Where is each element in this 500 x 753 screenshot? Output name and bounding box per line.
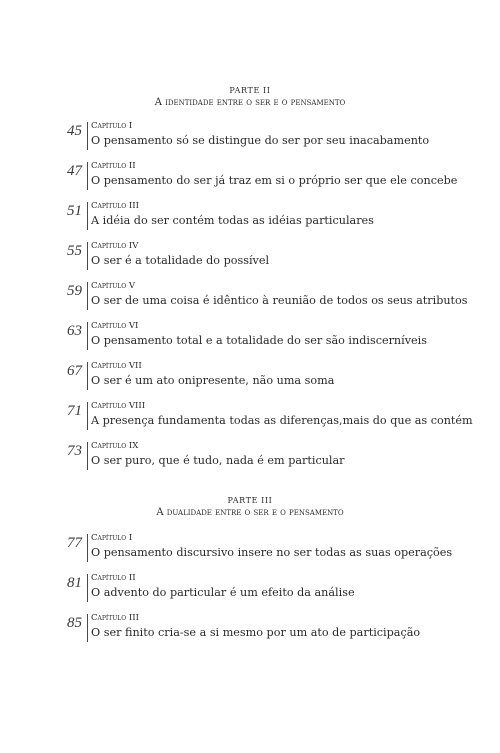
page-number: 77: [67, 535, 82, 551]
toc-entry: [56, 241, 456, 273]
toc-entry: [56, 533, 456, 565]
toc-entry: [56, 361, 456, 393]
divider-rule: [87, 322, 88, 350]
chapter-title: O ser é a totalidade do possível: [91, 254, 270, 267]
page-number: 73: [67, 443, 82, 459]
chapter-title: O ser puro, que é tudo, nada é em particular: [91, 454, 345, 467]
divider-rule: [87, 242, 88, 270]
chapter-title: O pensamento só se distingue do ser por seu inacabamento: [91, 134, 430, 147]
divider-rule: [87, 534, 88, 562]
part-title: A dualidade entre o ser e o pensamento: [156, 507, 344, 518]
divider-rule: [87, 282, 88, 310]
page-number: 45: [67, 123, 82, 139]
toc-entry: [56, 613, 456, 645]
chapter-title: O pensamento discursivo insere no ser todas as suas operações: [91, 546, 453, 559]
chapter-label: Capítulo VI: [91, 321, 139, 331]
part-3-heading: [0, 496, 500, 518]
chapter-title: A idéia do ser contém todas as idéias particulares: [91, 214, 374, 227]
chapter-title: O advento do particular é um efeito da análise: [91, 586, 355, 599]
chapter-title: O ser de uma coisa é idêntico à reunião de todos os seus atributos: [91, 294, 468, 307]
toc-entry: [56, 281, 468, 313]
page-number: 85: [67, 615, 82, 631]
toc-entry: [56, 573, 456, 605]
part-label: PARTE II: [229, 86, 271, 95]
chapter-label: Capítulo III: [91, 201, 139, 211]
chapter-label: Capítulo I: [91, 533, 133, 543]
chapter-title: O ser finito cria-se a si mesmo por um ato de participação: [91, 626, 421, 639]
chapter-label: Capítulo IV: [91, 241, 139, 251]
toc-entry: [56, 161, 456, 193]
divider-rule: [87, 162, 88, 190]
part-2-heading: [0, 86, 500, 108]
page-number: 51: [67, 203, 82, 219]
divider-rule: [87, 402, 88, 430]
chapter-label: Capítulo II: [91, 161, 136, 171]
divider-rule: [87, 122, 88, 150]
chapter-label: Capítulo II: [91, 573, 136, 583]
toc-entry: [56, 441, 456, 473]
chapter-label: Capítulo IX: [91, 441, 139, 451]
divider-rule: [87, 574, 88, 602]
page-number: 63: [67, 323, 82, 339]
toc-entry: [56, 401, 473, 433]
chapter-title: O pensamento do ser já traz em si o próprio ser que ele concebe: [91, 174, 458, 187]
page-number: 55: [67, 243, 82, 259]
part-title: A identidade entre o ser e o pensamento: [154, 97, 346, 108]
toc-entry: [56, 321, 456, 353]
page-number: 71: [67, 403, 82, 419]
divider-rule: [87, 614, 88, 642]
divider-rule: [87, 202, 88, 230]
toc-entry: [56, 201, 456, 233]
chapter-label: Capítulo VIII: [91, 401, 146, 411]
chapter-title: O ser é um ato onipresente, não uma soma: [91, 374, 335, 387]
chapter-label: Capítulo III: [91, 613, 139, 623]
page-number: 59: [67, 283, 82, 299]
chapter-label: Capítulo V: [91, 281, 136, 291]
toc-entry: [56, 121, 456, 153]
page-number: 81: [67, 575, 82, 591]
chapter-title: O pensamento total e a totalidade do ser são indiscerníveis: [91, 334, 427, 347]
chapter-title: A presença fundamenta todas as diferenças,mais do que as contém: [91, 414, 473, 427]
chapter-label: Capítulo I: [91, 121, 133, 131]
page-number: 47: [67, 163, 82, 179]
divider-rule: [87, 362, 88, 390]
page-number: 67: [67, 363, 82, 379]
part-label: PARTE III: [227, 496, 273, 505]
divider-rule: [87, 442, 88, 470]
chapter-label: Capítulo VII: [91, 361, 142, 371]
